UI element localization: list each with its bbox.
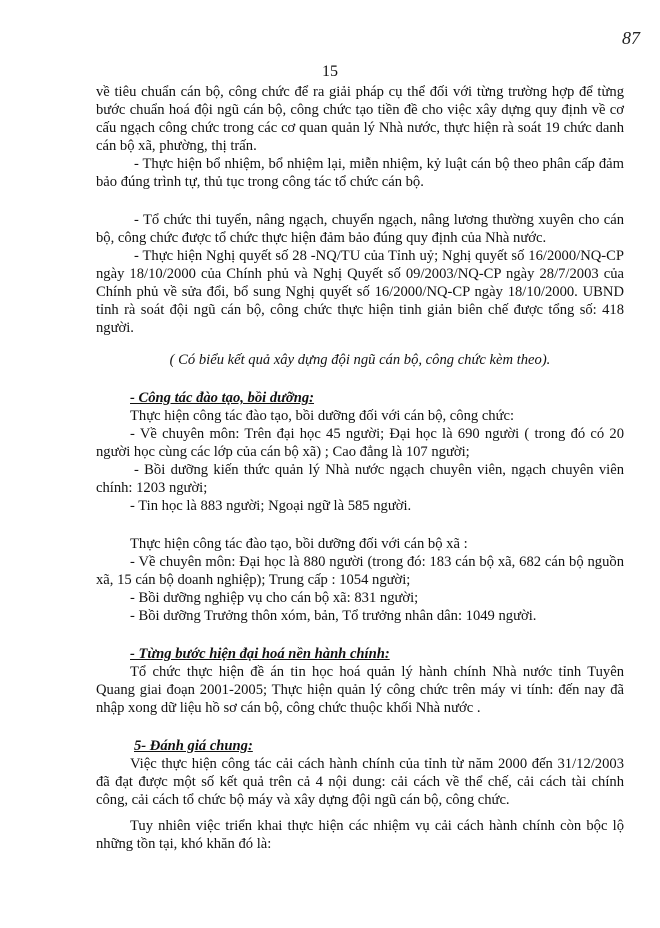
section-heading: - Từng bước hiện đại hoá nền hành chính:: [130, 646, 390, 662]
section-heading: - Công tác đào tạo, bồi dưỡng:: [130, 390, 315, 406]
list-item: - Về chuyên môn: Trên đại học 45 người; Đại học là 690 người ( trong đó có 20 người học cùng các lớp của cán bộ xã) ; Cao đẳng là 107 người;: [96, 426, 624, 460]
list-item: - Bồi dưỡng Trưởng thôn xóm, bản, Tổ trưởng nhân dân: 1049 người.: [130, 608, 537, 624]
list-item: - Bồi dưỡng kiến thức quản lý Nhà nước ngạch chuyên viên, ngạch chuyên viên chính: 1203 người;: [96, 462, 624, 496]
paragraph: Tổ chức thực hiện đề án tin học hoá quản lý hành chính Nhà nước tỉnh Tuyên Quang giai đoạn 2001-2005; Thực hiện quản lý công chức trên máy vi tính: đến nay đã nhập xong dữ liệu hồ sơ cán bộ, công chức thuộc khối Nhà nước .: [96, 664, 624, 716]
paragraph: Thực hiện công tác đào tạo, bồi dưỡng đối với cán bộ xã :: [130, 536, 468, 552]
handwritten-page-mark: 87: [622, 28, 640, 48]
paragraph: Thực hiện công tác đào tạo, bồi dưỡng đối với cán bộ, công chức:: [130, 408, 515, 424]
paragraph: - Thực hiện bổ nhiệm, bổ nhiệm lại, miễn nhiệm, kỷ luật cán bộ theo phân cấp đảm bảo đúng trình tự, thủ tục trong công tác tổ chức cán bộ.: [96, 156, 624, 190]
section-heading: 5- Đánh giá chung:: [134, 738, 253, 754]
list-item: - Về chuyên môn: Đại học là 880 người (trong đó: 183 cán bộ xã, 682 cán bộ nguồn xã, 15 cán bộ doanh nghiệp); Trung cấp : 1054 người;: [96, 554, 624, 588]
table-reference-note: ( Có biểu kết quả xây dựng đội ngũ cán bộ, công chức kèm theo).: [169, 352, 551, 368]
paragraph: Tuy nhiên việc triển khai thực hiện các nhiệm vụ cải cách hành chính còn bộc lộ những tồn tại, khó khăn đó là:: [96, 818, 624, 852]
paragraph: - Tổ chức thi tuyển, nâng ngạch, chuyển ngạch, nâng lương thường xuyên cho cán bộ, công chức được tổ chức thực hiện đảm bảo đúng quy định của Nhà nước.: [96, 212, 624, 246]
paragraph: về tiêu chuẩn cán bộ, công chức để ra giải pháp cụ thể đối với từng trường hợp để từng bước chuẩn hoá đội ngũ cán bộ, công chức tạo tiền đề cho việc xây dựng quy định về cơ cấu ngạch công chức trong các cơ quan quản lý Nhà nước, thực hiện rà soát 19 chức danh cán bộ xã, phường, thị trấn.: [96, 84, 624, 154]
list-item: - Bồi dưỡng nghiệp vụ cho cán bộ xã: 831 người;: [130, 590, 419, 606]
paragraph: - Thực hiện Nghị quyết số 28 -NQ/TU của Tỉnh uỷ; Nghị quyết số 16/2000/NQ-CP ngày 18/10/2000 của Chính phủ và Nghị Quyết số 09/2003/NQ-CP ngày 28/7/2003 của Chính phủ về sửa đổi, bổ sung Nghị quyết số 16/2000/NQ-CP ngày 18/10/2000. UBND tỉnh rà soát đội ngũ cán bộ, công chức thực hiện tinh giản biên chế được tổng số: 418 người.: [96, 248, 624, 336]
page-number: 15: [322, 63, 338, 80]
paragraph: Việc thực hiện công tác cải cách hành chính của tỉnh từ năm 2000 đến 31/12/2003 đã đạt được một số kết quả trên cả 4 nội dung: cải cách về thể chế, cải cách tài chính công, cải cách tổ chức bộ máy và xây dựng đội ngũ cán bộ, công chức.: [96, 756, 624, 808]
document-body: [96, 83, 624, 853]
list-item: - Tin học là 883 người; Ngoại ngữ là 585 người.: [130, 498, 412, 514]
